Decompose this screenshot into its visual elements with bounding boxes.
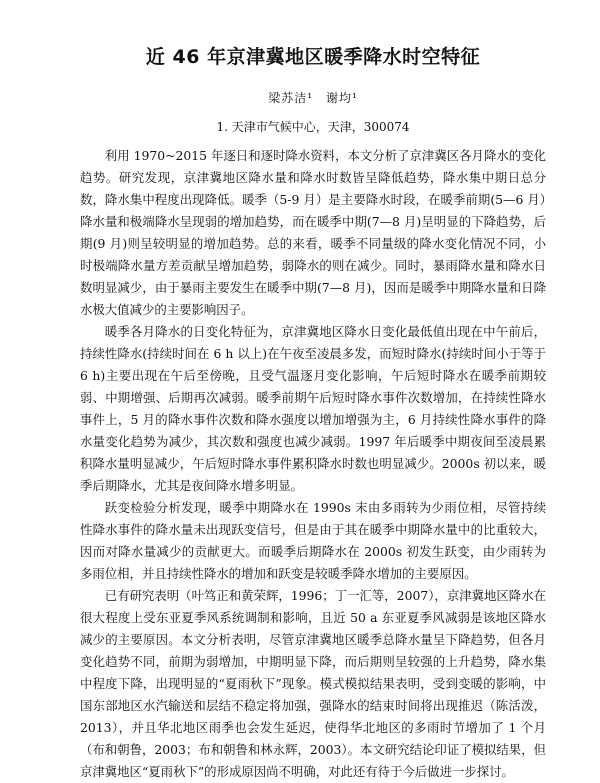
paper-title: 近 46 年京津冀地区暖季降水时空特征 — [145, 46, 481, 68]
author-list: 梁苏洁¹ 谢均¹ — [268, 91, 358, 105]
abstract-paragraph-1: 利用 1970~2015 年逐日和逐时降水资料，本文分析了京津冀区各月降水的变化趋势。研究发现，京津冀地区降水量和降水时数皆呈降低趋势，降水集中期日总分数，降水集中程度出现降低。暖季（5-9 月）是主要降水时段，在暖季前期(5—6 月）降水量和极端降水呈现弱的增加趋势，而在暖季中期(7—8 月)呈明显的下降趋势，后期(9 月)则呈较明显的增加趋势。总的来看，暖季不同量级的降水变化情况不同，小时极端降水量方差贡献呈增加趋势，弱降水的则在减少。同时，暴雨降水量和降水日数明显减少，由于暴雨主要发生在暖季中期(7—8 月)，因而是暖季中期降水量和日降水极大值减少的主要影响因子。 — [80, 148, 546, 317]
abstract-paragraph-4: 已有研究表明（叶笃正和黄荣辉，1996；丁一汇等，2007），京津冀地区降水在很大程度上受东亚夏季风系统调制和影响，且近 50 a 东亚夏季风减弱是该地区降水减少的主要原因。本文分析表明，尽管京津冀地区暖季总降水量呈下降趋势，但各月变化趋势不同，前期为弱增加，中期明显下降，而后期则呈较强的上升趋势，降水集中程度下降，出现明显的“夏雨秋下”现象。模式模拟结果表明，受到变暖的影响，中国东部地区水汽输送和层结不稳定将加强，强降水的结束时间将出现推迟（陈活泼，2013），并且华北地区雨季也会发生延迟，使得华北地区的多雨时节增加了 1 个月（布和朝鲁，2003；布和朝鲁和林永辉，2003）。本文研究结论印证了模拟结果，但京津冀地区“夏雨秋下”的形成原因尚不明确，对此还有待于今后做进一步探讨。 — [80, 588, 546, 779]
abstract-paragraph-2: 暖季各月降水的日变化特征为，京津冀地区降水日变化最低值出现在中午前后，持续性降水(持续时间在 6 h 以上)在午夜至凌晨多发，而短时降水(持续时间小于等于 6 h)主要出现在午后至傍晚，且受气温逐月变化影响，午后短时降水在暖季前期较弱、中期增强、后期再次减弱。暖季前期午后短时降水事件次数增加，在持续性降水事件上，5 月的降水事件次数和降水强度以增加增强为主，6 月持续性降水事件的降水量变化趋势为减少，其次数和强度也减少减弱。1997 年后暖季中期夜间至凌晨累积降水量明显减少，午后短时降水事件累积降水时数也明显减少。2000s 初以来，暖季后期降水，尤其是夜间降水增多明显。 — [80, 324, 546, 493]
affiliation: 1. 天津市气候中心，天津，300074 — [216, 120, 410, 134]
abstract-paragraph-3: 跃变检验分析发现，暖季中期降水在 1990s 末由多雨转为少雨位相，尽管持续性降水事件的降水量未出现跃变信号，但是由于其在暖季中期降水量中的比重较大，因而对降水量减少的贡献更大。而暖季后期降水在 2000s 初发生跃变，由少雨转为多雨位相，并且持续性降水的增加和跃变是较暖季降水增加的主要原因。 — [80, 500, 546, 581]
